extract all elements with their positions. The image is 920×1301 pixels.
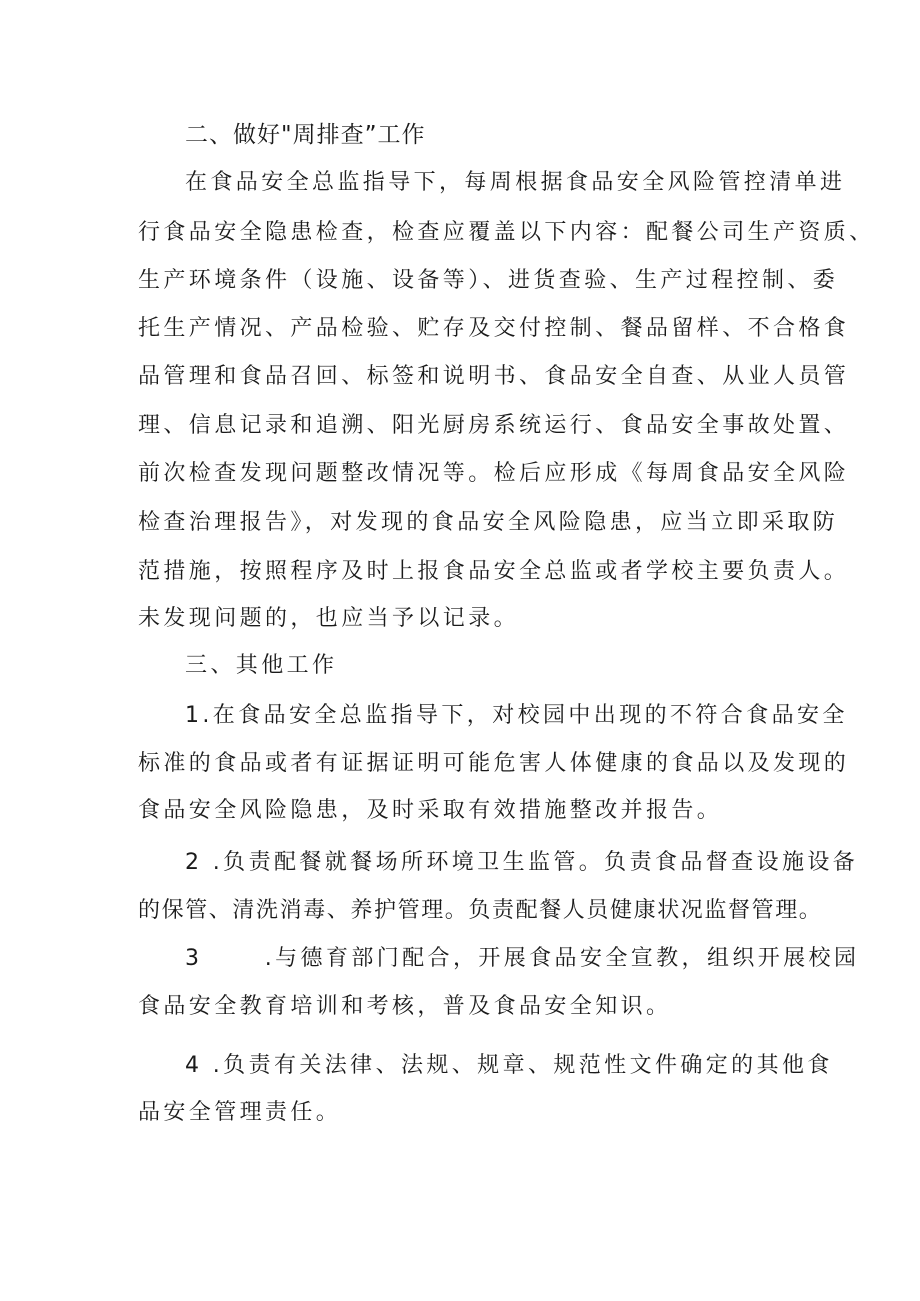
para1-line-7: 前次检查发现问题整改情况等。检后应形成《每周食品安全风险 — [138, 461, 850, 486]
para1-line-8: 检查治理报告》，对发现的食品安全风险隐患，应当立即采取防 — [138, 510, 839, 535]
para1-line-6: 理、信息记录和追溯、阳光厨房系统运行、食品安全事故处置、 — [138, 413, 850, 438]
item1-line-1: 1.在食品安全总监指导下，对校园中出现的不符合食品安全 — [185, 703, 848, 728]
para1-line-2: 行食品安全隐患检查，检查应覆盖以下内容：配餐公司生产资质、 — [138, 220, 875, 245]
para1-line-5: 品管理和食品召回、标签和说明书、食品安全自查、从业人员管 — [138, 364, 850, 389]
para1-line-1: 在食品安全总监指导下，每周根据食品安全风险管控清单进 — [185, 170, 846, 195]
item4-line-1: 4 .负责有关法律、法规、规章、规范性文件确定的其他食 — [185, 1053, 833, 1078]
para1-line-3: 生产环境条件（设施、设备等）、进货查验、生产过程控制、委 — [138, 268, 839, 293]
para1-line-9: 范措施，按照程序及时上报食品安全总监或者学校主要负责人。 — [138, 559, 850, 584]
item3-line-1: 3 .与德育部门配合，开展食品安全宣教，组织开展校园 — [185, 946, 860, 971]
para1-line-10: 未发现问题的，也应当予以记录。 — [138, 606, 520, 631]
section-3-heading: 三、其他工作 — [185, 653, 338, 678]
para1-line-4: 托生产情况、产品检验、贮存及交付控制、餐品留样、不合格食 — [138, 316, 850, 341]
section-2-heading: 二、做好"周排查”工作 — [185, 122, 426, 148]
item2-line-1: 2 .负责配餐就餐场所环境卫生监管。负责食品督查设施设备 — [185, 850, 859, 875]
item1-line-2: 标准的食品或者有证据证明可能危害人体健康的食品以及发现的 — [138, 751, 850, 776]
item1-line-3: 食品安全风险隐患，及时采取有效措施整改并报告。 — [138, 798, 723, 823]
item3-line-2: 食品安全教育培训和考核，普及食品安全知识。 — [138, 994, 672, 1019]
item4-line-2: 品安全管理责任。 — [138, 1100, 342, 1125]
item2-line-2: 的保管、清洗消毒、养护管理。负责配餐人员健康状况监督管理。 — [138, 898, 823, 923]
